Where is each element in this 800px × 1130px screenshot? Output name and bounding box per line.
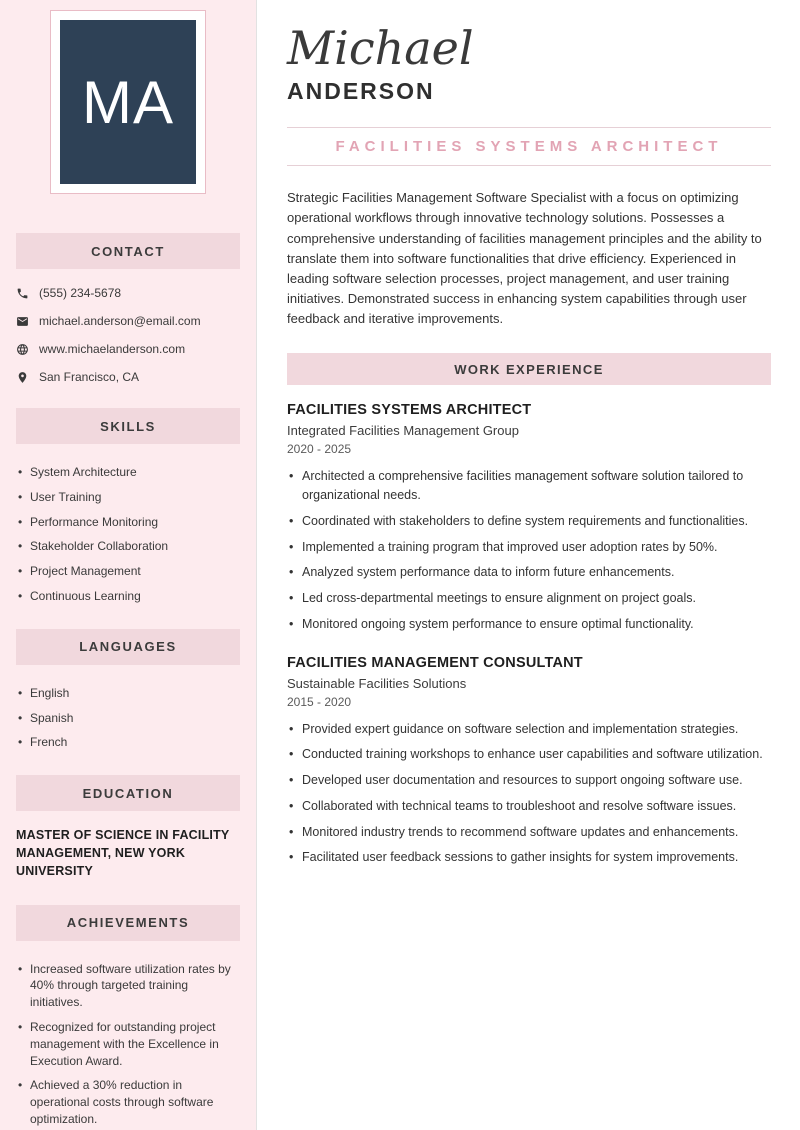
location-icon [16,371,29,384]
contact-website-text: www.michaelanderson.com [39,342,186,356]
education-degree: MASTER OF SCIENCE IN FACILITY MANAGEMENT, NEW YORK UNIVERSITY [16,828,230,879]
skill-item: • User Training [18,489,242,506]
avatar-box [60,20,196,184]
language-item: • Spanish [18,710,242,727]
job-role: FACILITIES MANAGEMENT CONSULTANT [287,654,583,671]
job-entry-1 [287,402,771,633]
skills-list [18,464,242,605]
job-bullet: • Implemented a training program that improved user adoption rates by 50%. [287,538,771,557]
job-bullet: • Monitored ongoing system performance to ensure optimal functionality. [287,615,771,634]
sidebar [0,0,257,1130]
achievements-header: ACHIEVEMENTS [16,905,240,941]
job-entry-2 [287,655,771,868]
profile-summary: Strategic Facilities Management Software Specialist with a focus on optimizing operational workflows through innovative technology solutions. Possesses a comprehensive understanding of facilities management principles and the ability to translate them into software functionalities that drive efficiency. Experienced in leading software selection processes, project management, and user training initiatives. Demonstrated success in enhancing system capabilities through user feedback and iterative improvements. [287,190,762,327]
email-icon [16,315,29,328]
first-name: Michael [287,21,474,75]
language-item: • English [18,685,242,702]
avatar-initials: MA [82,68,174,136]
job-bullet: • Provided expert guidance on software selection and implementation strategies. [287,720,771,739]
job-bullet-list [287,467,771,633]
job-bullet: • Developed user documentation and resources to support ongoing software use. [287,771,771,790]
divider-bottom [287,165,771,166]
work-experience-header: WORK EXPERIENCE [287,353,771,385]
job-company: Sustainable Facilities Solutions [287,675,467,691]
job-bullet: • Collaborated with technical teams to troubleshoot and resolve software issues. [287,797,771,816]
job-bullet: • Coordinated with stakeholders to define system requirements and functionalities. [287,512,771,531]
last-name: ANDERSON [287,78,435,105]
job-bullet: • Conducted training workshops to enhance user capabilities and software utilization. [287,745,771,764]
skill-item: • System Architecture [18,464,242,481]
job-bullet: • Analyzed system performance data to inform future enhancements. [287,563,771,582]
job-company: Integrated Facilities Management Group [287,423,519,439]
avatar [50,10,206,194]
divider-top [287,127,771,128]
job-dates: 2020 - 2025 [287,442,352,457]
job-bullet: • Led cross-departmental meetings to ensure alignment on project goals. [287,589,771,608]
contact-item-phone [16,286,242,300]
achievement-item: • Increased software utilization rates by 40% through targeted training initiatives. [18,961,242,1011]
achievement-item: • Achieved a 30% reduction in operational costs through software optimization. [18,1077,242,1127]
language-item: • French [18,734,242,751]
contact-item-location [16,370,242,384]
phone-icon [16,287,29,300]
contact-header: CONTACT [16,233,240,269]
skill-item: • Performance Monitoring [18,514,242,531]
job-headline: FACILITIES SYSTEMS ARCHITECT [335,138,723,156]
languages-list [18,685,242,751]
achievements-list [18,961,242,1128]
contact-phone-text: (555) 234-5678 [39,286,122,300]
job-bullet: • Facilitated user feedback sessions to gather insights for system improvements. [287,848,771,867]
contact-location-text: San Francisco, CA [39,370,140,384]
job-bullet: • Monitored industry trends to recommend software updates and enhancements. [287,823,771,842]
main-content [257,0,800,1130]
education-header: EDUCATION [16,775,240,811]
skill-item: • Stakeholder Collaboration [18,538,242,555]
contact-item-email [16,314,242,328]
languages-header: LANGUAGES [16,629,240,665]
contact-item-website [16,342,242,356]
job-role: FACILITIES SYSTEMS ARCHITECT [287,402,532,419]
contact-email-text: michael.anderson@email.com [39,314,201,328]
achievement-item: • Recognized for outstanding project management with the Excellence in Execution Award. [18,1019,242,1069]
globe-icon [16,343,29,356]
job-bullet-list [287,720,771,868]
skills-header: SKILLS [16,408,240,444]
job-dates: 2015 - 2020 [287,694,352,709]
skill-item: • Continuous Learning [18,588,242,605]
skill-item: • Project Management [18,563,242,580]
job-bullet: • Architected a comprehensive facilities management software solution tailored to organizational needs. [287,467,771,505]
contact-list [16,286,242,384]
